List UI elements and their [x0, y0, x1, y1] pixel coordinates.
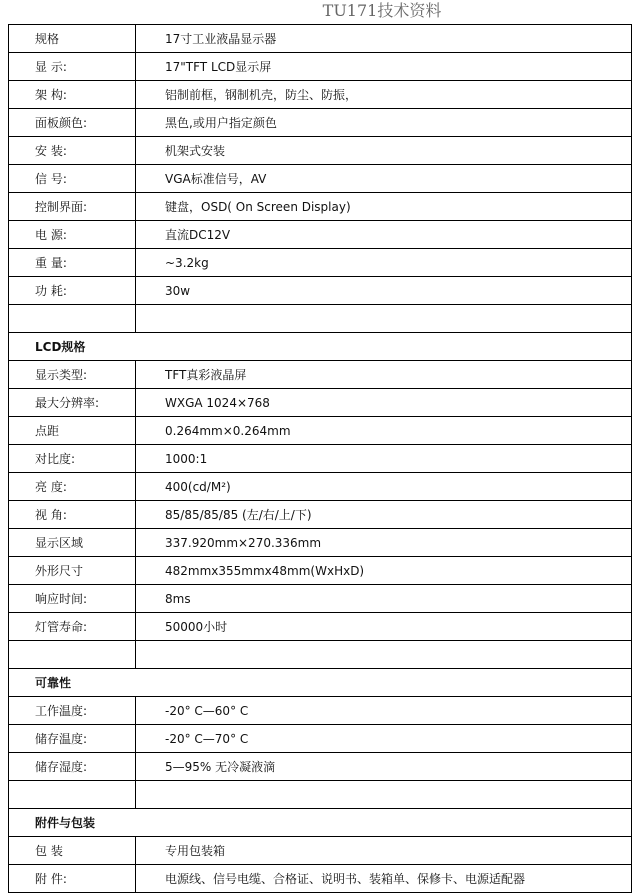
spec-label: 控制界面: [9, 193, 136, 221]
spacer-row [9, 305, 632, 333]
spec-row [9, 613, 632, 641]
spec-value: 1000:1 [136, 445, 632, 473]
spec-value: TFT真彩液晶屏 [136, 361, 632, 389]
spec-table [8, 24, 632, 893]
spec-row [9, 249, 632, 277]
spec-value: 337.920mm×270.336mm [136, 529, 632, 557]
spec-label: 显示区域 [9, 529, 136, 557]
spec-label [9, 781, 136, 809]
spec-value: 30w [136, 277, 632, 305]
spec-label: 架 构: [9, 81, 136, 109]
spec-label: 重 量: [9, 249, 136, 277]
spec-label: 视 角: [9, 501, 136, 529]
spec-value: -20° C—70° C [136, 725, 632, 753]
spec-value: WXGA 1024×768 [136, 389, 632, 417]
spec-row [9, 753, 632, 781]
spec-row [9, 53, 632, 81]
spec-label: 储存温度: [9, 725, 136, 753]
spec-label: 对比度: [9, 445, 136, 473]
spec-value: 85/85/85/85 (左/右/上/下) [136, 501, 632, 529]
spec-value: -20° C—60° C [136, 697, 632, 725]
spec-label: 灯管寿命: [9, 613, 136, 641]
spec-row [9, 221, 632, 249]
spec-value: 黑色,或用户指定颜色 [136, 109, 632, 137]
section-header-row [9, 669, 632, 697]
spec-value: ~3.2kg [136, 249, 632, 277]
document-title: TU171技术资料 [322, 1, 442, 20]
spec-label [9, 305, 136, 333]
section-title: 附件与包装 [9, 809, 632, 837]
spec-row [9, 109, 632, 137]
spec-label: 面板颜色: [9, 109, 136, 137]
section-header-row [9, 809, 632, 837]
spec-label: 附 件: [9, 865, 136, 893]
spec-row [9, 25, 632, 53]
section-header-row [9, 333, 632, 361]
spec-label: 信 号: [9, 165, 136, 193]
spec-value: 直流DC12V [136, 221, 632, 249]
spec-label: 最大分辨率: [9, 389, 136, 417]
spec-label: 响应时间: [9, 585, 136, 613]
spec-row [9, 445, 632, 473]
spec-row [9, 697, 632, 725]
spec-value [136, 641, 632, 669]
spec-row [9, 557, 632, 585]
spacer-row [9, 781, 632, 809]
spec-row [9, 417, 632, 445]
spec-row [9, 837, 632, 865]
spec-row [9, 389, 632, 417]
spec-row [9, 473, 632, 501]
spec-label: 工作温度: [9, 697, 136, 725]
spec-row [9, 277, 632, 305]
spec-value: 8ms [136, 585, 632, 613]
spec-value: 机架式安装 [136, 137, 632, 165]
spec-value: 0.264mm×0.264mm [136, 417, 632, 445]
spec-value [136, 781, 632, 809]
spec-label: 点距 [9, 417, 136, 445]
spec-label: 电 源: [9, 221, 136, 249]
spec-label: 显 示: [9, 53, 136, 81]
spec-value: 400(cd/M²) [136, 473, 632, 501]
section-title: 可靠性 [9, 669, 632, 697]
spec-row [9, 725, 632, 753]
spacer-row [9, 641, 632, 669]
spec-value: 50000小时 [136, 613, 632, 641]
spec-value [136, 305, 632, 333]
spec-value: 482mmx355mmx48mm(WxHxD) [136, 557, 632, 585]
spec-row [9, 165, 632, 193]
spec-value: 17寸工业液晶显示器 [136, 25, 632, 53]
spec-row [9, 361, 632, 389]
spec-row [9, 865, 632, 893]
spec-row [9, 529, 632, 557]
spec-row [9, 501, 632, 529]
spec-value: 铝制前框，钢制机壳，防尘、防振， [136, 81, 632, 109]
spec-row [9, 81, 632, 109]
spec-label: 储存湿度: [9, 753, 136, 781]
section-title: LCD规格 [9, 333, 632, 361]
spec-label: 包 装 [9, 837, 136, 865]
spec-label [9, 641, 136, 669]
spec-label: 规格 [9, 25, 136, 53]
spec-value: 键盘，OSD( On Screen Display) [136, 193, 632, 221]
spec-label: 亮 度: [9, 473, 136, 501]
spec-value: 电源线、信号电缆、合格证、说明书、装箱单、保修卡、电源适配器 [136, 865, 632, 893]
spec-label: 显示类型: [9, 361, 136, 389]
spec-value: 专用包装箱 [136, 837, 632, 865]
spec-label: 外形尺寸 [9, 557, 136, 585]
spec-value: VGA标准信号，AV [136, 165, 632, 193]
spec-label: 安 装: [9, 137, 136, 165]
spec-row [9, 137, 632, 165]
spec-row [9, 585, 632, 613]
spec-row [9, 193, 632, 221]
spec-table-body [9, 25, 632, 893]
spec-value: 5—95% 无冷凝液滴 [136, 753, 632, 781]
spec-label: 功 耗: [9, 277, 136, 305]
spec-value: 17"TFT LCD显示屏 [136, 53, 632, 81]
